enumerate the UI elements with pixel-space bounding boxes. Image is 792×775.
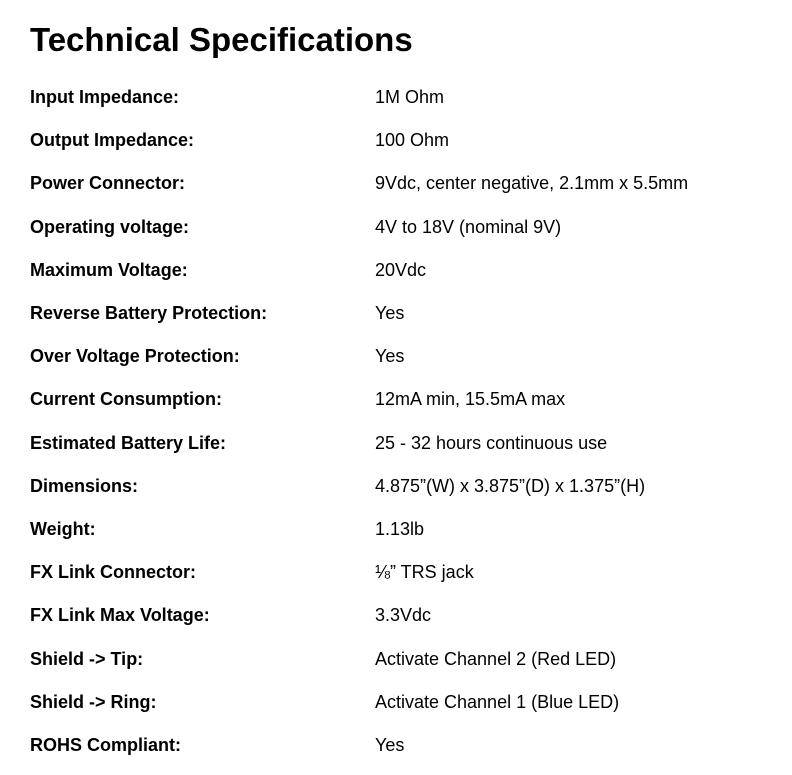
spec-label: FX Link Connector:: [30, 562, 196, 583]
spec-label: Operating voltage:: [30, 216, 190, 237]
spec-label: Power Connector:: [30, 173, 186, 194]
spec-value: 25 - 32 hours continuous use: [375, 432, 608, 453]
spec-row: [30, 724, 782, 767]
spec-value: 9Vdc, center negative, 2.1mm x 5.5mm: [375, 173, 689, 194]
spec-label: Shield -> Ring:: [30, 691, 157, 712]
spec-value: 3.3Vdc: [375, 605, 432, 626]
spec-row: [30, 422, 782, 465]
spec-list: [30, 76, 782, 767]
spec-label: FX Link Max Voltage:: [30, 605, 210, 626]
spec-label: Estimated Battery Life:: [30, 432, 227, 453]
spec-row: [30, 508, 782, 551]
spec-row: [30, 292, 782, 335]
spec-value: Activate Channel 2 (Red LED): [375, 648, 617, 669]
spec-label: ROHS Compliant:: [30, 735, 181, 756]
page-title: Technical Specifications: [30, 21, 413, 58]
spec-row: [30, 681, 782, 724]
spec-row: [30, 76, 782, 119]
spec-value: 4.875”(W) x 3.875”(D) x 1.375”(H): [375, 475, 646, 496]
spec-label: Dimensions:: [30, 475, 139, 496]
spec-row: [30, 249, 782, 292]
spec-label: Reverse Battery Protection:: [30, 303, 268, 324]
spec-value: 12mA min, 15.5mA max: [375, 389, 566, 410]
spec-value: Yes: [375, 346, 405, 367]
spec-label: Over Voltage Protection:: [30, 346, 240, 367]
spec-row: [30, 162, 782, 205]
spec-label: Maximum Voltage:: [30, 259, 188, 280]
spec-value: Yes: [375, 303, 405, 324]
spec-value: 1.13lb: [375, 519, 425, 540]
spec-value: 100 Ohm: [375, 130, 450, 151]
spec-row: [30, 465, 782, 508]
spec-row: [30, 378, 782, 421]
spec-value: 4V to 18V (nominal 9V): [375, 216, 562, 237]
spec-value: ⅛” TRS jack: [375, 562, 474, 583]
spec-label: Shield -> Tip:: [30, 648, 144, 669]
spec-label: Weight:: [30, 519, 96, 540]
spec-row: [30, 119, 782, 162]
spec-row: [30, 551, 782, 594]
spec-row: [30, 206, 782, 249]
spec-value: 20Vdc: [375, 259, 427, 280]
spec-label: Input Impedance:: [30, 87, 180, 107]
spec-label: Current Consumption:: [30, 389, 222, 410]
spec-value: Yes: [375, 735, 405, 756]
spec-value: Activate Channel 1 (Blue LED): [375, 691, 620, 712]
spec-row: [30, 594, 782, 637]
spec-value: 1M Ohm: [375, 87, 445, 107]
spec-row: [30, 335, 782, 378]
spec-row: [30, 638, 782, 681]
spec-label: Output Impedance:: [30, 130, 195, 151]
